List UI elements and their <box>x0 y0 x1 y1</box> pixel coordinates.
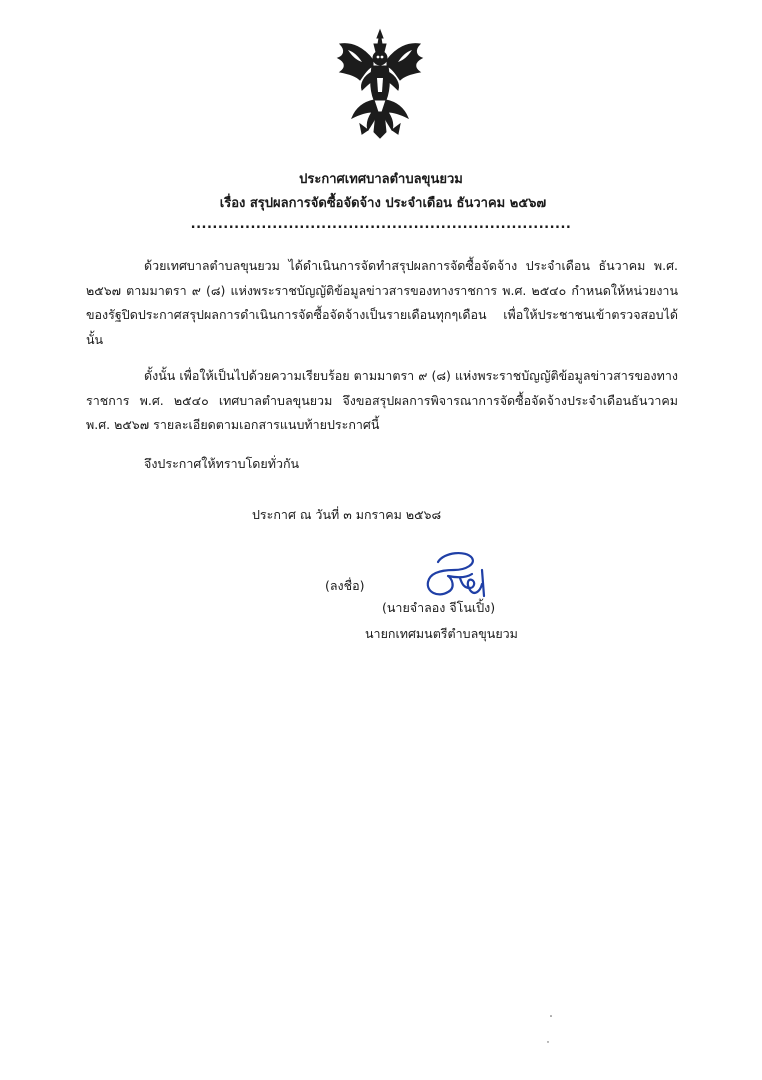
heading-separator: ...................................................................... <box>190 217 572 232</box>
announcement-issuer: ประกาศเทศบาลตำบลขุนยวม <box>299 172 463 187</box>
garuda-emblem-icon <box>334 28 426 140</box>
body-paragraph-2 <box>86 364 678 438</box>
announcement-subject: เรื่อง สรุปผลการจัดซื้อจัดจ้าง ประจำเดือน ธันวาคม ๒๕๖๗ <box>219 196 547 211</box>
announcement-date: ประกาศ ณ วันที่ ๓ มกราคม ๒๕๖๘ <box>252 507 442 522</box>
signature-label: (ลงชื่อ) <box>325 578 365 593</box>
signer-position: นายกเทศมนตรีตำบลขุนยวม <box>365 626 518 641</box>
announcement-heading <box>0 168 762 216</box>
signer-name: (นายจำลอง จีโนเปิ้ง) <box>382 600 496 615</box>
body-paragraph-2-text: ดั้งนั้น เพื่อให้เป็นไปด้วยความเรียบร้อย ตามมาตรา ๙ (๘) แห่งพระราชบัญญัติข้อมูลข่าวสารของทางราชการ พ.ศ. ๒๕๔๐ เทศบาลตำบลขุนยวม จึงขอสรุปผลการพิจารณาการจัดซื้อจัดจ้างประจำเดือนธันวาคม พ.ศ. ๒๕๖๗ รายละเอียดตามเอกสารแนบท้ายประกาศนี้ <box>86 368 678 432</box>
body-paragraph-1-text: ด้วยเทศบาลตำบลขุนยวม ได้ดำเนินการจัดทำสรุปผลการจัดซื้อจัดจ้าง ประจำเดือน ธันวาคม พ.ศ. ๒๕๖๗ ตามมาตรา ๙ (๘) แห่งพระราชบัญญัติข้อมูลข่าวสารของทางราชการ พ.ศ. ๒๕๔๐ กำหนดให้หน่วยงานของรัฐปิดประกาศสรุปผลการดำเนินการจัดซื้อจัดจ้างเป็นรายเดือนทุกๆเดือน เพื่อให้ประชาชนเข้าตรวจสอบได้นั้น <box>86 258 678 347</box>
body-paragraph-3: จึงประกาศให้ทราบโดยทั่วกัน <box>144 456 300 471</box>
body-paragraph-1 <box>86 254 678 352</box>
